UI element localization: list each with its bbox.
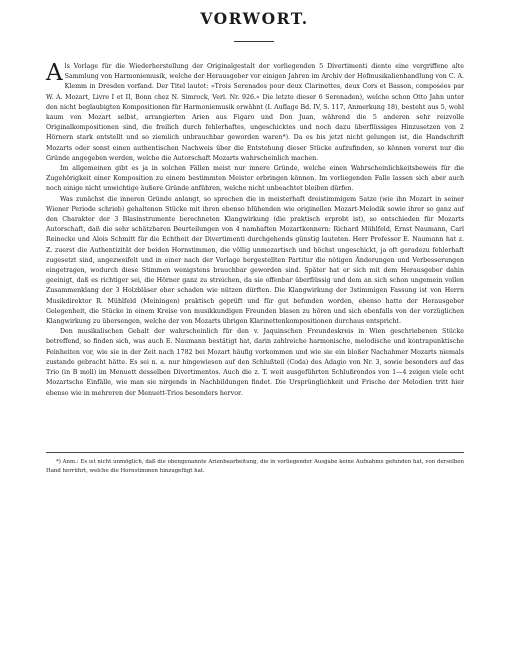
paragraph-1	[46, 62, 464, 164]
footnote: *) Anm.: Es ist nicht unmöglich, daß die obengenannte Arienbearbeitung, die in vorliegender Ausgabe keine Aufnahme gefunden hat, von derselben Hand herrührt, welche die Hornstimmen hinzugefügt hat.	[46, 459, 464, 474]
footnote-divider	[46, 452, 464, 453]
page-title: VORWORT.	[200, 9, 309, 28]
paragraph-3: Was zunächst die inneren Gründe anlangt, so sprechen die in meisterhaft dreistimmigem Satze (wie ihn Mozart in seiner Wiener Periode schrieb) gehaltenen Stücke mit ihren ebenso blühenden wie originellen Mozart-Melodik sowie ihrer so ganz auf den Charakter der 3 Blasinstrumente berechneten Klangwirkung (die praktisch erprobt ist), so entschieden für Mozarts Autorschaft, daß die sehr schätzbaren Beurteilungen von 4 namhaften Mozartkennern: Richard Mühlfeld, Ernst Naumann, Carl Reinecke und Alois Schmitt für die Echtheit der Divertimenti durchgehends günstig lauteten. Herr Professor E. Naumann hat z. Z. zuerst die Authentizität der beiden Hornstimmen, die völlig unmozartisch und höchst ungeschickt, ja oft geradezu fehlerhaft zugesetzt sind, angezweifelt und in einer nach der Vorlage hergestellten Partitur die nötigen Änderungen und Verbesserungen eingetragen, wodurch diese Stimmen wenigstens brauchbar geworden sind. Später hat er sich mit dem Herausgeber dahin geeinigt, daß es richtiger sei, die Hörner ganz zu streichen, da sie offenbar überflüssig und dem an sich schon ungemein vollen Zusammenklang der 3 Holzbläser eher schaden wie nützen dürften. Die Klangwirkung der 3stimmigen Fassung ist von Herrn Musikdirektor R. Mühlfeld (Meiningen) praktisch geprüft und für gut befunden worden, ebenso hatte der Herausgeber Gelegenheit, die Stücke in einem Kreise von musikkundigen Freunden blasen zu hören und sich ebenfalls von der vorzüglichen Klangwirkung zu übersengen, welche der von Mozarts übrigen Klarinettenkompositionen durchaus entspricht.	[46, 195, 464, 326]
paragraph-1-text: ls Vorlage für die Wiederherstellung der Originalgestalt der vorliegenden 5 Divertimenti diente eine vergriffene alte Sammlung von Harmoniemusik, welche der Herausgeber vor einigen Jahren im Archiv der Hofmusikalienhandlung von C. A. Klemm in Dresden vorfand. Der Titel lautet: »Trois Serenades pour deux Clarinettes, deux Cors et Basson, composées par W. A. Mozart, Livre I et II, Bonn chez N. Simrock, Verl. Nr. 926.« Die letzte dieser 6 Serenaden), welche schon Otto Jahn unter den nicht beglaubigten Kompositionen für Harmoniemusik erwähnt (I. Auflage Bd. IV, S. 117, Anmerkung 18), besteht aus 5, wohl kaum von Mozart selbst, arrangierten Arien aus Figaro und Don Juan, während die 5 anderen sehr reizvolle Originalkompositionen sind, die freilich durch fehlerhaftes, ungeschicktes und noch dazu überflüssiges Hinzusetzen von 2 Hörnern stark entstellt und so ziemlich unbrauchbar geworden waren*). Da es bis jetzt nicht gelungen ist, die Handschrift Mozarts oder sonst einen authentischen Nachweis über die Entstehung dieser Stücke aufzufinden, so können vorerst nur die Gründe angegeben werden, welche die Autorschaft Mozarts wahrscheinlich machen.	[46, 63, 464, 162]
title-divider	[234, 41, 274, 42]
paragraph-4: Den musikalischen Gehalt der wahrscheinlich für den v. Jaquinschen Freundeskreis in Wien geschriebenen Stücke betreffend, so finden sich, was auch E. Naumann bestätigt hat, darin zahlreiche harmonische, melodische und kontrapunktische Feinheiten vor, wie sie in der Zeit nach 1782 bei Mozart häufig vorkommen und wie sie ein bloßer Nachahmer Mozarts niemals zustande gebracht hätte. Es sei n. a. nur hingewiesen auf den Schlußteil (Coda) des Adagio von Nr. 3, sowie besonders auf das Trio (in B moll) im Menuett desselben Divertimentos. Auch die z. T. weit ausgeführten Schlußrondos von 1—4 zeigen viele echt Mozartsche Einfälle, wie man sie nirgends in Nachbildungen findet. Die Ursprünglichkeit und Frische der Melodien tritt hier ebenso wie in mehreren der Menuett-Trios besonders hervor.	[46, 328, 464, 397]
drop-cap: A	[46, 60, 63, 86]
preface-body	[46, 62, 464, 399]
paragraph-2: Im allgemeinen gibt es ja in solchen Fällen meist nur innere Gründe, welche einen Wahrscheinlichkeitsbeweis für die Zugehörigkeit einer Komposition zu einem bestimmten Meister erbringen können. Im vorliegenden Falle lassen sich aber auch noch einige nicht unwichtige äußere Gründe anführen, welche nicht unbeachtet bleiben dürfen.	[46, 165, 464, 193]
